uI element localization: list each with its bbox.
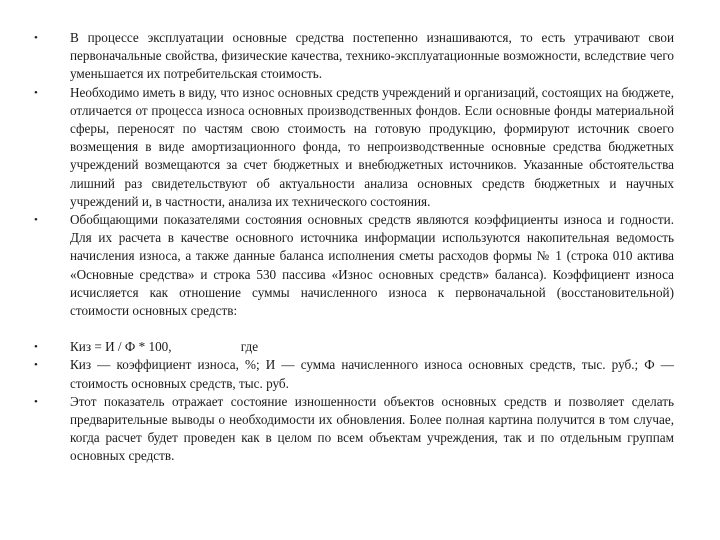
paragraph-text: В процессе эксплуатации основные средства постепенно изнашиваются, то есть утрачивают свои первоначальные свойства, физические качества, технико-эксплуатационные возможности, вследствие чего уменьшается их потребительская стоимость. [70, 30, 674, 82]
bullet-marker: • [34, 395, 38, 408]
paragraph-text: Киз — коэффициент износа, %; И — сумма начисленного износа основных средств, тыс. руб.; Ф — стоимость основных средств, тыс. руб. [70, 357, 674, 391]
list-item-conclusion [34, 393, 674, 466]
paragraph-text: Обобщающими показателями состояния основных средств являются коэффициенты износа и годности. Для их расчета в качестве основного источника информации используются накопительная ведомость начисления износа, а также данные баланса исполнения сметы расходов формы № 1 (строка 010 актива «Основные средства» и строка 530 пассива «Износ основных средств» баланса). Коэффициент износа исчисляется как отношение суммы начисленного износа к первоначальной (восстановительной) стоимости основных средств: [70, 212, 674, 319]
bullet-marker: • [34, 32, 38, 44]
list-item-definitions [34, 356, 674, 392]
list-item-wear-intro [34, 29, 674, 84]
paragraph-text: Этот показатель отражает состояние изношенности объектов основных средств и позволяет сделать предварительные выводы о необходимости их обновления. Более полная картина получится в том случае, когда расчет будет проведен как в целом по всем объектам учреждения, так и по отдельным группам основных средств. [70, 393, 674, 464]
bullet-marker: • [34, 359, 38, 372]
list-item-budget-wear [34, 84, 674, 211]
bullet-list [34, 29, 674, 466]
list-item-indicators [34, 211, 674, 320]
list-item-formula [34, 338, 674, 356]
bullet-marker: • [34, 86, 38, 99]
bullet-marker: • [34, 341, 38, 354]
paragraph-text: Необходимо иметь в виду, что износ основных средств учреждений и организаций, состоящих на бюджете, отличается от процесса износа основных производственных фондов. Если основные фонды материальной сферы, переносят по частям свою стоимость на готовую продукцию, формируют источник своего возмещения в виде амортизационного фонда, то непроизводственные основные средства бюджетных учреждений возмещаются за счет бюджетных и внебюджетных источников. Указанные обстоятельства лишний раз свидетельствуют об актуальности анализа основных средств бюджетных и научных учреждений и, в частности, анализа их технического состояния. [70, 84, 674, 209]
formula-text: Киз = И / Ф * 100, где [70, 339, 259, 355]
bullet-marker: • [34, 214, 38, 227]
